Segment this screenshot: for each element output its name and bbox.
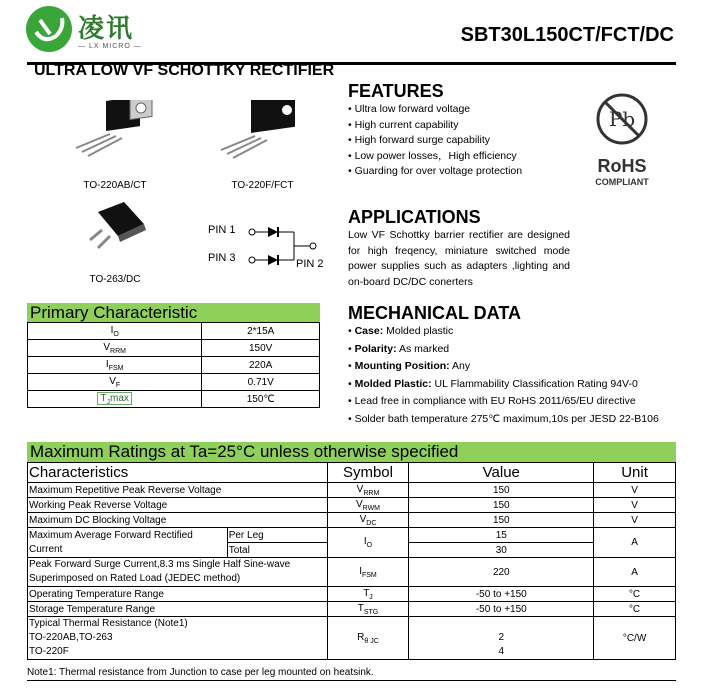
to263-package-image — [80, 200, 150, 262]
table-row: Typical Thermal Resistance (Note1) TO-220AB,TO-263 TO-220F $R_{\theta JC}$ 2 4 °C/W — [28, 617, 676, 660]
logo-subtext: — LX MICRO — — [78, 43, 142, 50]
pin1-label: PIN 1 — [208, 224, 236, 236]
mechanical-item: • Lead free in compliance with EU RoHS 2011/65/EU directive — [348, 393, 659, 411]
to220f-label: TO-220F/FCT — [231, 180, 294, 191]
table-row: Peak Forward Surge Current,8.3 ms Single Half Sine-wave Superimposed on Rated Load (JEDEC method) $I_{FSM}$ 220 A — [28, 558, 676, 587]
no-lead-icon — [572, 93, 672, 149]
mechanical-data-list — [348, 323, 659, 428]
table-row: $I_O$ 2*15A — [28, 323, 320, 340]
table-row: Maximum DC Blocking Voltage $V_{DC}$ 150 V — [28, 513, 676, 528]
table-row: Storage Temperature Range $T_{STG}$ -50 to +150 °C — [28, 602, 676, 617]
logo-text: 凌讯 — [78, 14, 135, 44]
to263-label: TO-263/DC — [89, 274, 141, 285]
table-header-row: Characteristics Symbol Value Unit — [28, 463, 676, 483]
table-row: $V_{RRM}$ 150V — [28, 340, 320, 357]
pb-mark: Pb — [608, 107, 636, 131]
to220ab-label: TO-220AB/CT — [83, 180, 147, 191]
table-footnote: Note1: Thermal resistance from Junction to case per leg mounted on heatsink. — [27, 667, 676, 681]
mechanical-item: • Polarity: As marked — [348, 341, 659, 359]
primary-characteristic-heading: Primary Characteristic — [27, 303, 320, 322]
rohs-badge — [572, 93, 672, 187]
features-heading: FEATURES — [348, 81, 444, 101]
table-row: Total 30 — [28, 543, 676, 558]
feature-item: • High current capability — [348, 118, 522, 134]
table-row: Operating Temperature Range $T_J$ -50 to +150 °C — [28, 587, 676, 602]
mechanical-item: • Case: Molded plastic — [348, 323, 659, 341]
rohs-label: RoHS — [597, 156, 647, 176]
to220ab-package-image — [70, 100, 160, 160]
applications-text: Low VF Schottky barrier rectifier are designed for high freqency, miniature switched mode power supplies such as adapters ,lighting and on-board DC/DC conerters — [348, 229, 570, 288]
table-row: $T_J\max$ 150℃ — [28, 391, 320, 408]
mechanical-item: • Solder bath temperature 275℃ maximum,10s per JESD 22-B106 — [348, 411, 659, 429]
feature-item: • High forward surge capability — [348, 133, 522, 149]
table-row: $I_{FSM}$ 220A — [28, 357, 320, 374]
applications-heading: APPLICATIONS — [348, 207, 481, 227]
diode-schematic — [248, 224, 324, 268]
mechanical-item: • Mounting Position: Any — [348, 358, 659, 376]
feature-item: • Guarding for over voltage protection — [348, 164, 522, 180]
part-number: SBT30L150CT/FCT/DC — [460, 24, 674, 46]
pin3-label: PIN 3 — [208, 252, 236, 264]
mechanical-item: • Molded Plastic: UL Flammability Classification Rating 94V-0 — [348, 376, 659, 394]
table-row: Maximum Repetitive Peak Reverse Voltage $V_{RRM}$ 150 V — [28, 483, 676, 498]
maximum-ratings-table — [27, 462, 676, 660]
to220f-package-image — [215, 100, 310, 160]
table-row: Working Peak Reverse Voltage $V_{RWM}$ 150 V — [28, 498, 676, 513]
features-list — [348, 102, 522, 180]
feature-item: • Low power losses，High efficiency — [348, 149, 522, 165]
logo-mark — [26, 6, 72, 52]
pin2-label: PIN 2 — [296, 258, 324, 270]
table-row: Maximum Average Forward Rectified Current Per Leg $I_O$ 15 A — [28, 528, 676, 543]
maximum-ratings-heading: Maximum Ratings at Ta=25°C unless otherwise specified — [27, 442, 676, 462]
rohs-compliant: COMPLIANT — [595, 177, 649, 187]
mechanical-data-heading: MECHANICAL DATA — [348, 303, 521, 323]
feature-item: • Ultra low forward voltage — [348, 102, 522, 118]
primary-characteristic-table — [27, 322, 320, 408]
document-subtitle: ULTRA LOW VF SCHOTTKY RECTIFIER — [34, 62, 335, 79]
table-row: $V_F$ 0.71V — [28, 374, 320, 391]
